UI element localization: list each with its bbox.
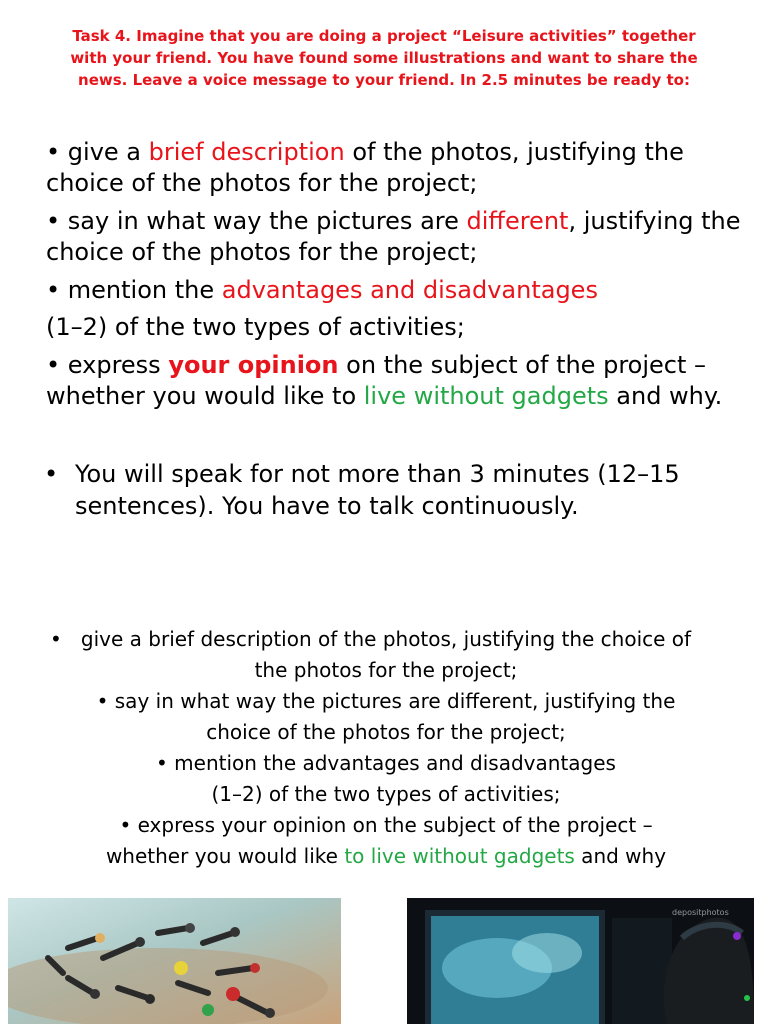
point-2-line-1: • say in what way the pictures are different, justifying the bbox=[46, 207, 741, 235]
speak-line-2: sentences). You have to talk continuously. bbox=[75, 492, 579, 520]
task-points bbox=[46, 137, 746, 412]
task-line: with your friend. You have found some illustrations and want to share the bbox=[70, 49, 698, 67]
task-line: news. Leave a voice message to your friend. In 2.5 minutes be ready to: bbox=[78, 71, 690, 89]
point-2-line-2: choice of the photos for the project; bbox=[46, 238, 478, 266]
summary-line: give a brief description of the photos, justifying the choice of bbox=[80, 627, 692, 651]
highlight-brief-description: brief description bbox=[148, 138, 345, 166]
speaking-time-note bbox=[44, 458, 744, 522]
point-4-line-2: whether you would like to live without gadgets and why. bbox=[46, 382, 723, 410]
point-3-line-1: • mention the advantages and disadvantages bbox=[46, 276, 598, 304]
highlight-your-opinion: your opinion bbox=[168, 351, 339, 379]
summary-line: • mention the advantages and disadvantages bbox=[156, 751, 616, 775]
bullet: • bbox=[44, 460, 59, 488]
bullet: • bbox=[50, 627, 62, 651]
point-1-line-1: • give a brief description of the photos, justifying the bbox=[46, 138, 684, 166]
summary-block bbox=[40, 624, 732, 872]
summary-line: (1–2) of the two types of activities; bbox=[211, 782, 561, 806]
summary-line: • express your opinion on the subject of the project – bbox=[119, 813, 653, 837]
point-4-line-1: • express your opinion on the subject of the project – bbox=[46, 351, 707, 379]
highlight-to-live-without-gadgets: to live without gadgets bbox=[344, 844, 575, 868]
skydivers-formation-icon bbox=[8, 898, 341, 1024]
summary-line-gadgets: whether you would like to live without gadgets and why bbox=[105, 844, 667, 868]
highlight-different: different bbox=[466, 207, 569, 235]
skydivers-photo bbox=[8, 898, 341, 1024]
task-line: Task 4. Imagine that you are doing a project “Leisure activities” together bbox=[72, 27, 696, 45]
watermark: depositphotos bbox=[672, 908, 729, 917]
speak-line-1: You will speak for not more than 3 minutes (12–15 bbox=[75, 460, 680, 488]
highlight-advantages: advantages and disadvantages bbox=[221, 276, 598, 304]
point-3-line-2: (1–2) of the two types of activities; bbox=[46, 313, 465, 341]
highlight-live-without-gadgets: live without gadgets bbox=[363, 382, 609, 410]
gamer-photo bbox=[407, 898, 754, 1024]
summary-line: choice of the photos for the project; bbox=[206, 720, 566, 744]
point-1-line-2: choice of the photos for the project; bbox=[46, 169, 478, 197]
summary-line: • say in what way the pictures are different, justifying the bbox=[96, 689, 676, 713]
summary-line: the photos for the project; bbox=[254, 658, 518, 682]
task-instructions bbox=[60, 25, 708, 91]
